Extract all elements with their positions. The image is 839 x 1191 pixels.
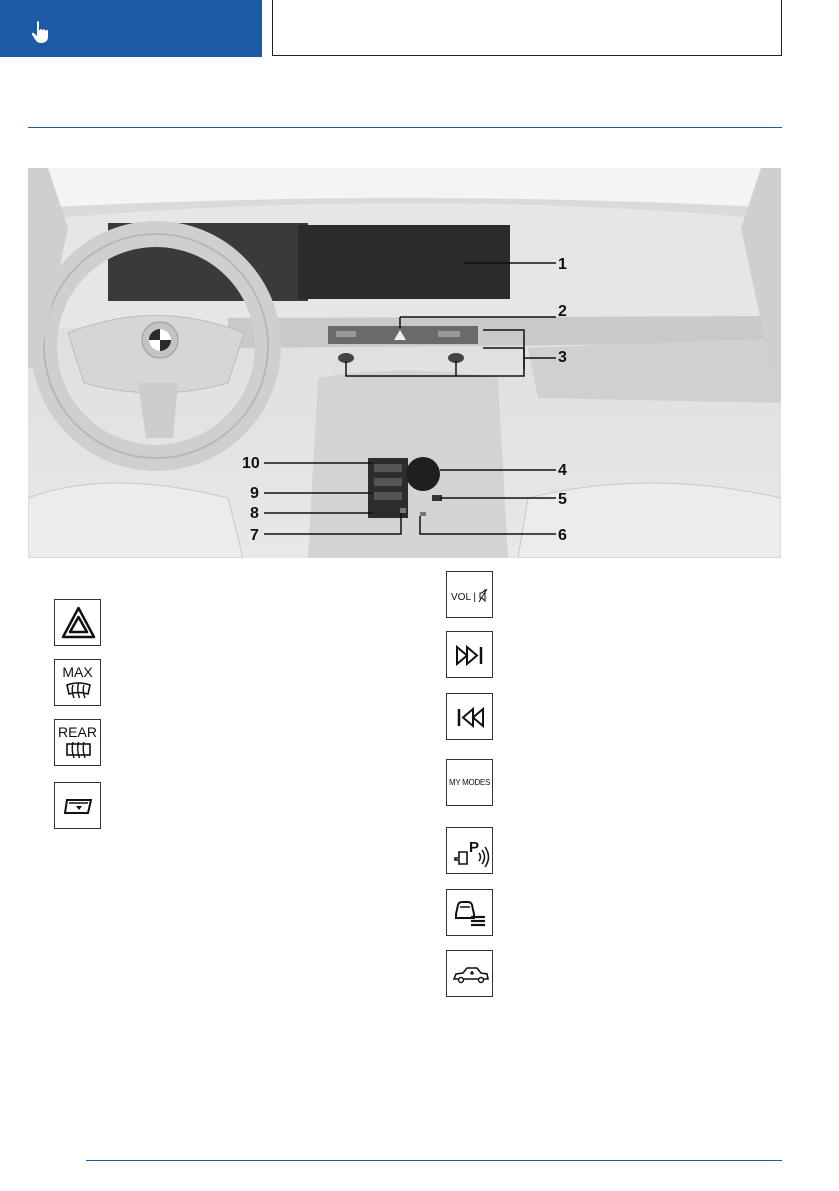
previous-track-icon	[446, 693, 493, 740]
next-track-icon	[446, 631, 493, 678]
cockpit-figure	[28, 168, 781, 558]
volume-mute-icon	[446, 571, 493, 618]
callout-5: 5	[558, 491, 567, 508]
callout-1: 1	[558, 256, 567, 273]
rear-defrost-icon: REAR	[54, 719, 101, 766]
header-box	[272, 0, 782, 56]
svg-text:P: P	[469, 839, 480, 856]
chapter-tab	[0, 0, 262, 57]
bottom-divider	[86, 1160, 782, 1161]
callout-3: 3	[558, 349, 567, 366]
callout-9: 9	[250, 485, 259, 502]
my-modes-icon: MY MODES	[446, 759, 493, 806]
max-defrost-icon: MAX	[54, 659, 101, 706]
driving-assistant-icon	[446, 889, 493, 936]
callout-2: 2	[558, 303, 567, 320]
callout-7: 7	[250, 527, 259, 544]
callout-10: 10	[242, 455, 260, 472]
hand-pointer-icon	[30, 20, 52, 49]
car-settings-icon	[446, 950, 493, 997]
park-distance-control-icon	[446, 827, 493, 874]
top-divider	[28, 127, 782, 128]
svg-text:VOL |: VOL |	[451, 592, 477, 603]
glove-compartment-icon	[54, 782, 101, 829]
callout-4: 4	[558, 462, 567, 479]
hazard-warning-icon	[54, 599, 101, 646]
callout-6: 6	[558, 527, 567, 544]
callout-8: 8	[250, 505, 259, 522]
